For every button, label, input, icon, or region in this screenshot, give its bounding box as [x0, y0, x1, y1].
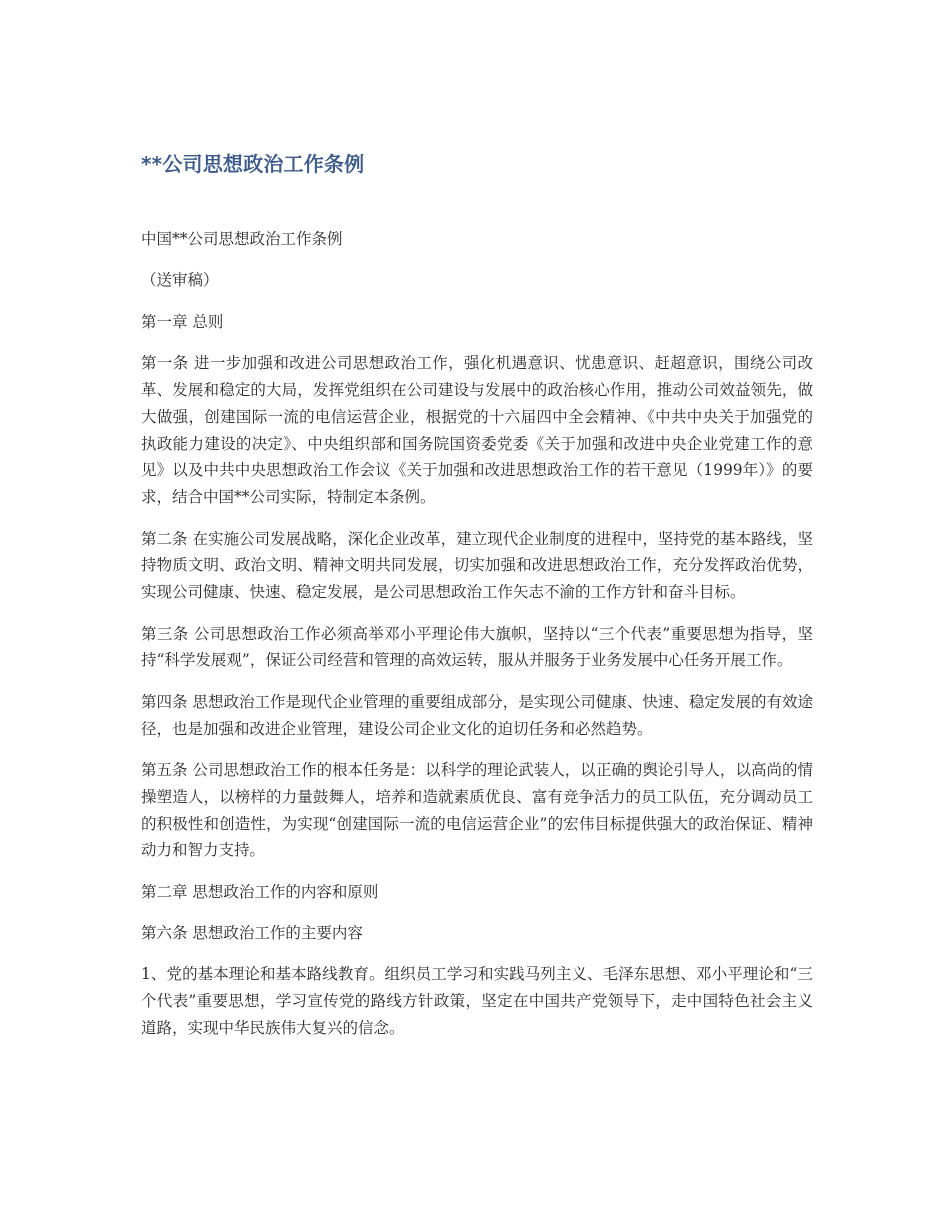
article-6: 第六条 思想政治工作的主要内容 [141, 924, 363, 943]
document-title: **公司思想政治工作条例 [141, 152, 365, 176]
draft-note: （送审稿） [141, 271, 219, 290]
article-3: 第三条 公司思想政治工作必须高举邓小平理论伟大旗帜，坚持以“三个代表”重要思想为指导，坚持“科学发展观”，保证公司经营和管理的高效运转，服从并服务于业务发展中心任务开展工作。 [141, 624, 813, 670]
article-5: 第五条 公司思想政治工作的根本任务是：以科学的理论武装人，以正确的舆论引导人，以高尚的情操塑造人，以榜样的力量鼓舞人，培养和造就素质优良、富有竞争活力的员工队伍，充分调动员工的积极性和创造性，为实现“创建国际一流的电信运营企业”的宏伟目标提供强大的政治保证、精神动力和智力支持。 [141, 760, 813, 860]
chapter-heading-2: 第二章 思想政治工作的内容和原则 [141, 882, 379, 901]
doc-subtitle: 中国**公司思想政治工作条例 [141, 230, 343, 248]
article-4: 第四条 思想政治工作是现代企业管理的重要组成部分，是实现公司健康、快速、稳定发展的有效途径，也是加强和改进企业管理，建设公司企业文化的迫切任务和必然趋势。 [141, 692, 813, 738]
document-body [141, 148, 813, 1056]
chapter-heading-1: 第一章 总则 [141, 312, 224, 331]
article-2: 第二条 在实施公司发展战略，深化企业改革，建立现代企业制度的进程中，坚持党的基本路线，坚持物质文明、政治文明、精神文明共同发展，切实加强和改进思想政治工作，充分发挥政治优势，实现公司健康、快速、稳定发展，是公司思想政治工作矢志不渝的工作方针和奋斗目标。 [141, 529, 813, 602]
list-item-1: 1、党的基本理论和基本路线教育。组织员工学习和实践马列主义、毛泽东思想、邓小平理论和“三个代表”重要思想，学习宣传党的路线方针政策，坚定在中国共产党领导下，走中国特色社会主义道路，实现中华民族伟大复兴的信念。 [141, 965, 813, 1038]
article-1: 第一条 进一步加强和改进公司思想政治工作，强化机遇意识、忧患意识、赶超意识，围绕公司改革、发展和稳定的大局，发挥党组织在公司建设与发展中的政治核心作用，推动公司效益领先，做大做强，创建国际一流的电信运营企业，根据党的十六届四中全会精神、《中共中央关于加强党的执政能力建设的决定》、中央组织部和国务院国资委党委《关于加强和改进中央企业党建工作的意见》以及中共中央思想政治工作会议《关于加强和改进思想政治工作的若干意见（1999年）》的要求，结合中国**公司实际，特制定本条例。 [141, 354, 813, 507]
